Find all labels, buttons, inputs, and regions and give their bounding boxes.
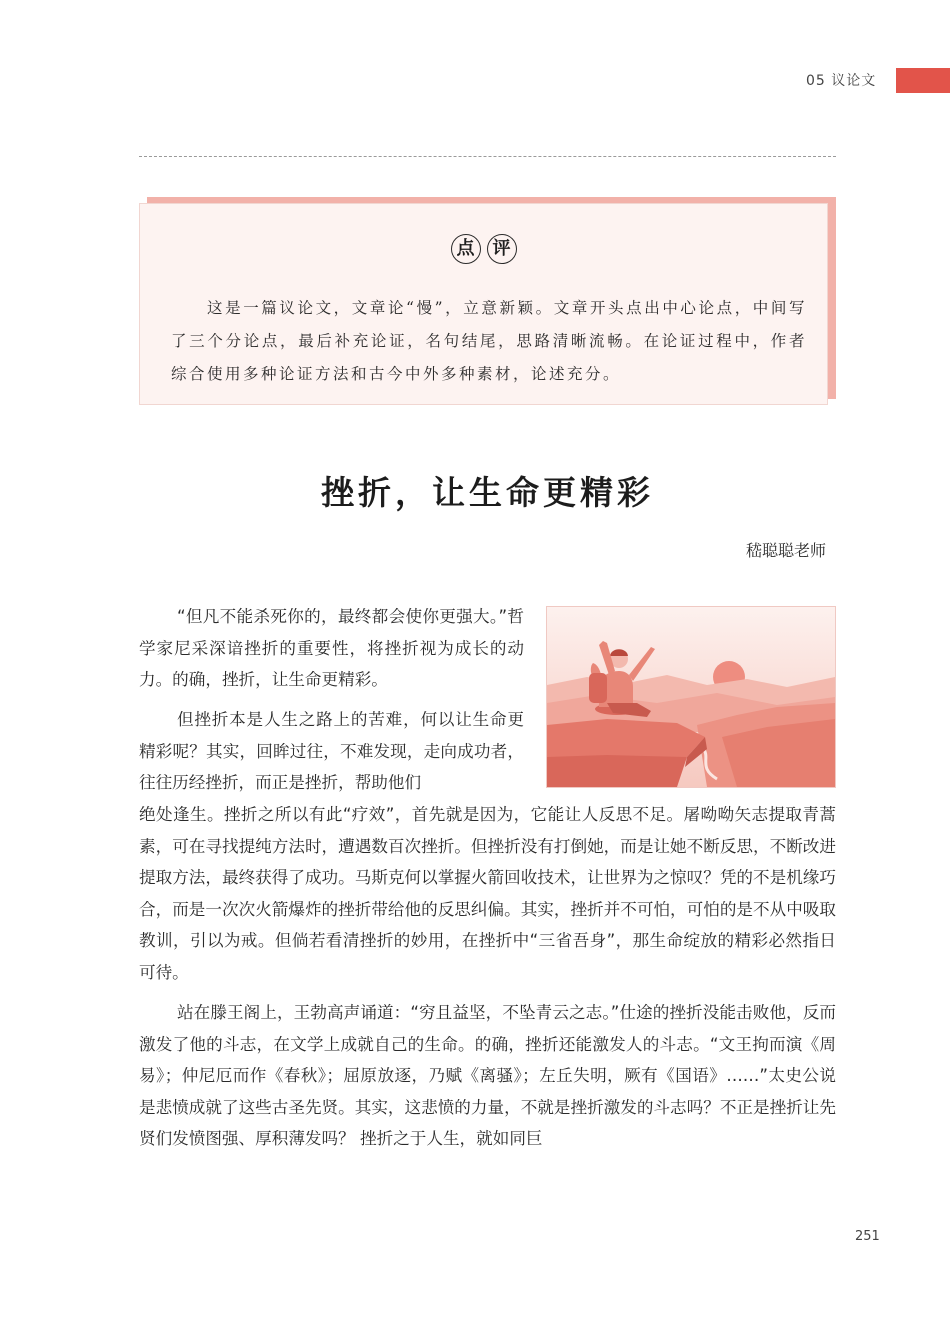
chapter-label: 05 议论文 <box>806 73 877 89</box>
article-paragraph-3: 站在滕王阁上，王勃高声诵道：“穷且益坚，不坠青云之志。”仕途的挫折没能击败他，反而激发了他的斗志，在文学上成就自己的生命。的确，挫折还能激发人的斗志。“文王拘而演《周易》；仲尼厄而作《春秋》；屈原放逐，乃赋《离骚》；左丘失明，厥有《国语》……”太史公说是悲愤成就了这些古圣先贤。其实，这悲愤的力量，不就是挫折激发的斗志吗？不正是挫折让先贤们发愤图强、厚积薄发吗？ 挫折之于人生，就如同巨 <box>139 1003 836 1148</box>
review-heading <box>140 234 827 264</box>
hiker-on-cliff-illustration <box>546 606 836 788</box>
article-paragraph-2: 但挫折本是人生之路上的苦难，何以让生命更精彩呢？其实，回眸过往，不难发现，走向成功者，往往历经挫折，而正是挫折，帮助他们 <box>139 710 524 792</box>
article-paragraph-1: “但凡不能杀死你的，最终都会使你更强大。”哲学家尼采深谙挫折的重要性，将挫折视为成长的动力。的确，挫折，让生命更精彩。 <box>139 607 524 689</box>
review-box <box>139 203 828 405</box>
article-paragraph-2-continued: 绝处逢生。挫折之所以有此“疗效”，首先就是因为，它能让人反思不足。屠呦呦矢志提取青蒿素，可在寻找提纯方法时，遭遇数百次挫折。但挫折没有打倒她，而是让她不断反思，不断改进提取方法，最终获得了成功。马斯克何以掌握火箭回收技术，让世界为之惊叹？凭的不是机缘巧合，而是一次次火箭爆炸的挫折带给他的反思纠偏。其实，挫折并不可怕，可怕的是不从中吸取教训，引以为戒。但倘若看清挫折的妙用，在挫折中“三省吾身”，那生命绽放的精彩必然指日可待。 <box>139 805 836 982</box>
article-author: 嵇聪聪老师 <box>746 541 827 560</box>
review-badge-dian: 点 <box>451 234 481 264</box>
review-text: 这是一篇议论文，文章论“慢”，立意新颖。文章开头点出中心论点，中间写了三个分论点，最后补充论证，名句结尾，思路清晰流畅。在论证过程中，作者综合使用多种论证方法和古今中外多种素材，论述充分。 <box>171 299 807 383</box>
header-accent-block <box>896 68 950 93</box>
review-badge-ping: 评 <box>487 234 517 264</box>
dashed-divider <box>139 156 836 157</box>
page-number: 251 <box>855 1229 880 1244</box>
article-title: 挫折，让生命更精彩 <box>321 473 654 512</box>
